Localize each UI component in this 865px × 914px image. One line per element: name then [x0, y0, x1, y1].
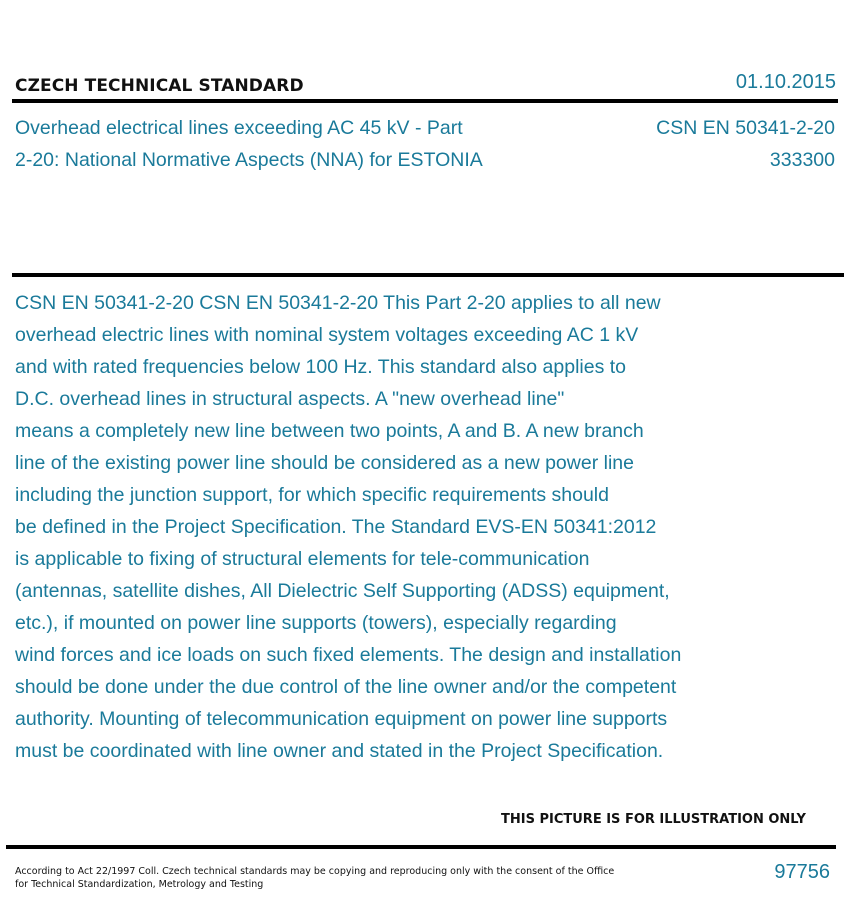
standard-title-line-1: Overhead electrical lines exceeding AC 45 kV - Part: [15, 117, 463, 139]
header-label: CZECH TECHNICAL STANDARD: [15, 76, 304, 96]
abstract-line: is applicable to fixing of structural elements for tele-communication: [15, 548, 590, 570]
top-divider: [12, 99, 838, 103]
abstract-line: D.C. overhead lines in structural aspects. A "new overhead line": [15, 388, 565, 410]
legal-note-line-2: for Technical Standardization, Metrology and Testing: [15, 879, 264, 890]
publication-date: 01.10.2015: [735, 71, 836, 93]
abstract-line: line of the existing power line should be considered as a new power line: [15, 452, 634, 474]
standard-title-line-2: 2-20: National Normative Aspects (NNA) for ESTONIA: [15, 149, 483, 171]
abstract-line: (antennas, satellite dishes, All Dielectric Self Supporting (ADSS) equipment,: [15, 580, 670, 602]
abstract-line: and with rated frequencies below 100 Hz. This standard also applies to: [15, 356, 627, 378]
catalog-number: 333300: [769, 149, 835, 171]
document-id: 97756: [774, 861, 830, 883]
abstract-line: CSN EN 50341-2-20 CSN EN 50341-2-20 This Part 2-20 applies to all new: [15, 292, 661, 314]
standard-code: CSN EN 50341-2-20: [656, 117, 835, 139]
illustration-note: THIS PICTURE IS FOR ILLUSTRATION ONLY: [501, 812, 806, 827]
bottom-divider: [6, 845, 836, 849]
abstract-line: means a completely new line between two points, A and B. A new branch: [15, 420, 644, 442]
abstract-line: authority. Mounting of telecommunication equipment on power line supports: [15, 708, 668, 730]
abstract-line: including the junction support, for which specific requirements should: [15, 484, 609, 506]
abstract-line: wind forces and ice loads on such fixed elements. The design and installation: [15, 644, 682, 666]
abstract-text: [15, 287, 775, 767]
legal-note: [15, 865, 614, 891]
legal-note-line-1: According to Act 22/1997 Coll. Czech technical standards may be copying and reproducing only with the consent of the Office: [15, 866, 615, 877]
abstract-line: should be done under the due control of the line owner and/or the competent: [15, 676, 677, 698]
middle-divider: [12, 273, 844, 277]
abstract-line: etc.), if mounted on power line supports (towers), especially regarding: [15, 612, 617, 634]
abstract-line: overhead electric lines with nominal system voltages exceeding AC 1 kV: [15, 324, 639, 346]
abstract-line: be defined in the Project Specification. The Standard EVS-EN 50341:2012: [15, 516, 657, 538]
abstract-line: must be coordinated with line owner and stated in the Project Specification.: [15, 740, 664, 762]
